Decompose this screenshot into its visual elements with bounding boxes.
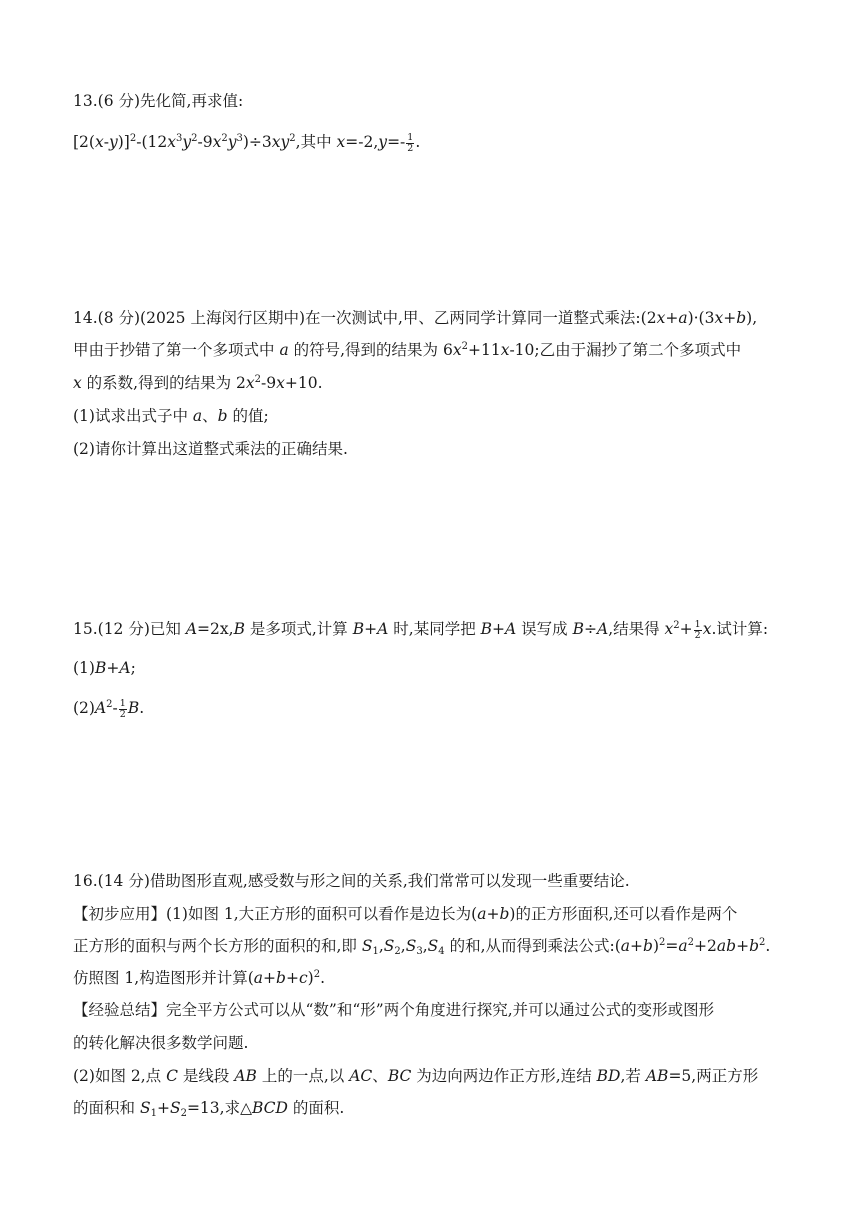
q14-part-2: (2)请你计算出这道整式乘法的正确结果. — [73, 440, 348, 458]
q16-line-4: 仿照图 1,构造图形并计算$(a+b+c)^2$. — [73, 969, 326, 987]
q13-expression: $[2(x-y)]^2-(12x^3y^2-9x^2y^3)\div 3xy^2$,其中 x=-2,y=- $\frac{1}{2}$ . — [73, 131, 421, 154]
q15-part-2: $(2)A^2-$ $\frac{1}{2}$ B. — [73, 697, 145, 720]
q16-line-3: 正方形的面积与两个长方形的面积的和,即 $S_1,S_2,S_3,S_4$ 的和,从而得到乘法公式$:(a+b)^2=a^2+2ab+b^2$. — [73, 937, 771, 957]
q13-header: 13.(6 分)先化简,再求值: — [73, 92, 244, 110]
fraction-one-half: $\frac{1}{2}$ — [694, 618, 701, 641]
q16-line-6: 的转化解决很多数学问题. — [73, 1034, 249, 1052]
q15-part-1: (1)B+A; — [73, 659, 136, 677]
q14-line-1: 14.(8 分)(2025 上海闵行区期中)在一次测试中,甲、乙两同学计算同一道整式乘法:(2x+a)·(3x+b), — [73, 309, 758, 327]
q14-line-2: 甲由于抄错了第一个多项式中 a 的符号,得到的结果为 $6x^2+11x-10$;乙由于漏抄了第二个多项式中 — [73, 341, 742, 359]
q14-line-3: x 的系数,得到的结果为 $2x^2-9x+10$. — [73, 374, 323, 392]
q16-line-2: 【初步应用】(1)如图 1,大正方形的面积可以看作是边长为(a+b)的正方形面积,还可以看作是两个 — [73, 905, 738, 923]
q16-line-1: 16.(14 分)借助图形直观,感受数与形之间的关系,我们常常可以发现一些重要结论. — [73, 872, 630, 890]
q16-line-5: 【经验总结】完全平方公式可以从“数”和“形”两个角度进行探究,并可以通过公式的变形或图形 — [73, 1001, 715, 1019]
fraction-one-half: $\frac{1}{2}$ — [119, 697, 126, 720]
q14-part-1: (1)试求出式子中 a、b 的值; — [73, 407, 269, 425]
q16-line-7: (2)如图 2,点 C 是线段 AB 上的一点,以 AC、BC 为边向两边作正方形,连结 BD,若 AB=5,两正方形 — [73, 1067, 759, 1085]
q16-line-8: 的面积和 $S_1+S_2=13$,求△BCD 的面积. — [73, 1099, 345, 1119]
fraction-one-half: $\frac{1}{2}$ — [407, 131, 414, 154]
q15-line-1: 15.(12 分)已知 A=2x,B 是多项式,计算 B+A 时,某同学把 B+A 误写成 B÷A,结果得 $x^2+$ $\frac{1}{2}$ x.试计算: — [73, 618, 769, 641]
